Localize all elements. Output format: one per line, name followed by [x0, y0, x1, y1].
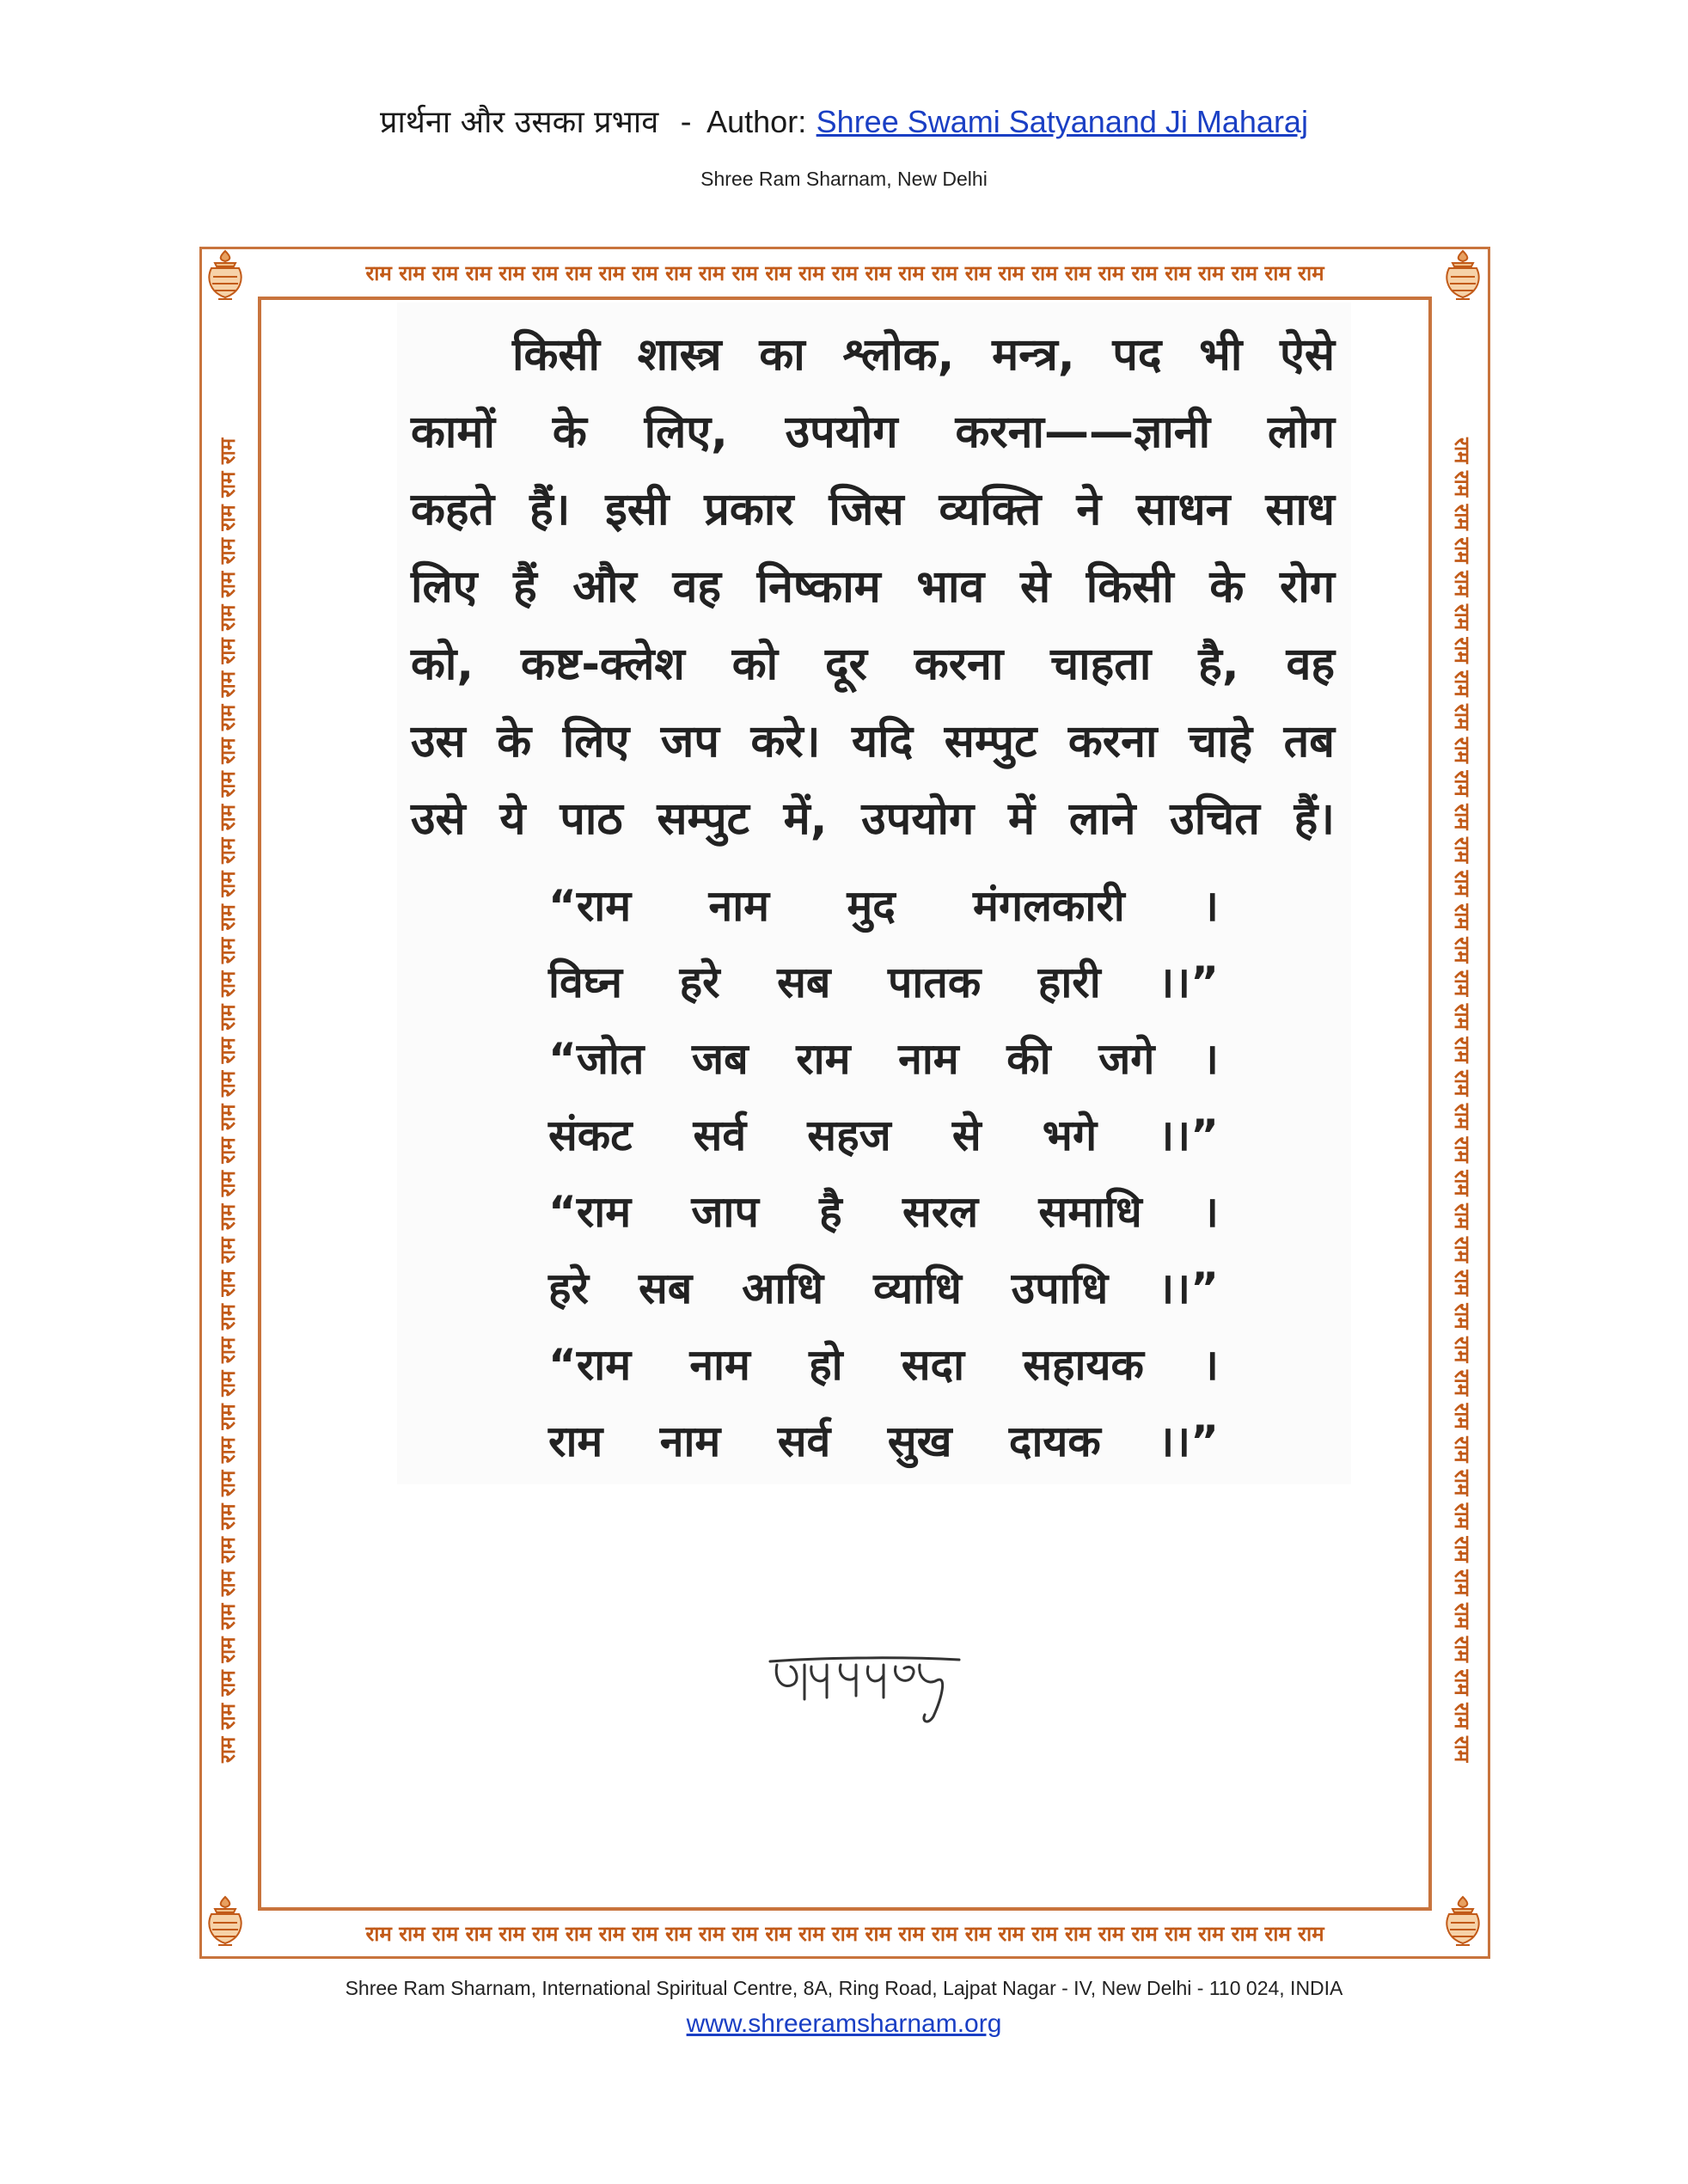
verse-line: “राम जाप है सरल समाधि । [548, 1187, 1219, 1237]
paragraph-line: कहते हैं। इसी प्रकार जिस व्यक्ति ने साधन साध [411, 484, 1335, 535]
border-text-right: राम राम राम राम राम राम राम राम राम राम राम राम राम राम राम राम राम राम राम राम राम राम राम राम राम राम राम राम राम राम राम राम राम राम राम राम राम राम राम राम [1450, 437, 1474, 1763]
verse-line: “राम नाम मुद मंगलकारी । [548, 881, 1219, 931]
paragraph-line: को, कष्ट-क्लेश को दूर करना चाहता है, वह [411, 639, 1335, 690]
verse-line: हरे सब आधि व्याधि उपाधि ।।” [548, 1263, 1219, 1313]
border-text-bottom: राम राम राम राम राम राम राम राम राम राम राम राम राम राम राम राम राम राम राम राम राम राम राम राम राम राम राम राम राम [365, 1922, 1324, 1946]
kalash-icon [203, 1895, 248, 1948]
website-link[interactable]: www.shreeramsharnam.org [686, 2010, 1002, 2038]
paragraph-line: लिए हैं और वह निष्काम भाव से किसी के रोग [411, 561, 1335, 613]
author-label: Author: [706, 104, 807, 139]
header-dash: - [680, 105, 692, 140]
footer-website [0, 2010, 1688, 2039]
verse-line: विघ्न हरे सब पातक हारी ।।” [548, 957, 1219, 1007]
author-link[interactable]: Shree Swami Satyanand Ji Maharaj [816, 104, 1308, 139]
verse-block [548, 868, 1219, 1480]
kalash-icon [1440, 1895, 1485, 1948]
handwritten-signature [765, 1646, 971, 1732]
border-text-top: राम राम राम राम राम राम राम राम राम राम राम राम राम राम राम राम राम राम राम राम राम राम राम राम राम राम राम राम राम [365, 261, 1324, 285]
paragraph-line: कामों के लिए, उपयोग करना——ज्ञानी लोग [411, 407, 1335, 458]
header-subtitle: Shree Ram Sharnam, New Delhi [700, 168, 988, 190]
verse-line: “जोत जब राम नाम की जगे । [548, 1034, 1219, 1084]
verse-line: संकट सर्व सहज से भगे ।।” [548, 1110, 1219, 1160]
border-text-left: राम राम राम राम राम राम राम राम राम राम राम राम राम राम राम राम राम राम राम राम राम राम राम राम राम राम राम राम राम राम राम राम राम राम राम राम राम राम राम राम [216, 437, 240, 1763]
paragraph-line: उसे ये पाठ सम्पुट में, उपयोग में लाने उचित हैं। [411, 793, 1335, 845]
page-header [0, 103, 1688, 142]
verse-line: “राम नाम हो सदा सहायक । [548, 1340, 1219, 1390]
footer-address: Shree Ram Sharnam, International Spiritual Centre, 8A, Ring Road, Lajpat Nagar - IV, New Delhi - 110 024, INDIA [345, 1977, 1343, 1999]
header-line [0, 103, 1688, 142]
paragraph-line: किसी शास्त्र का श्लोक, मन्त्र, पद भी ऐसे [512, 329, 1335, 381]
prose-paragraph [411, 316, 1335, 858]
paragraph-line: उस के लिए जप करे। यदि सम्पुट करना चाहे तब [411, 716, 1335, 768]
verse-line: राम नाम सर्व सुख दायक ।।” [548, 1416, 1219, 1466]
document-title: प्रार्थना और उसका प्रभाव [380, 105, 659, 140]
kalash-icon [1440, 249, 1485, 303]
kalash-icon [203, 249, 248, 303]
